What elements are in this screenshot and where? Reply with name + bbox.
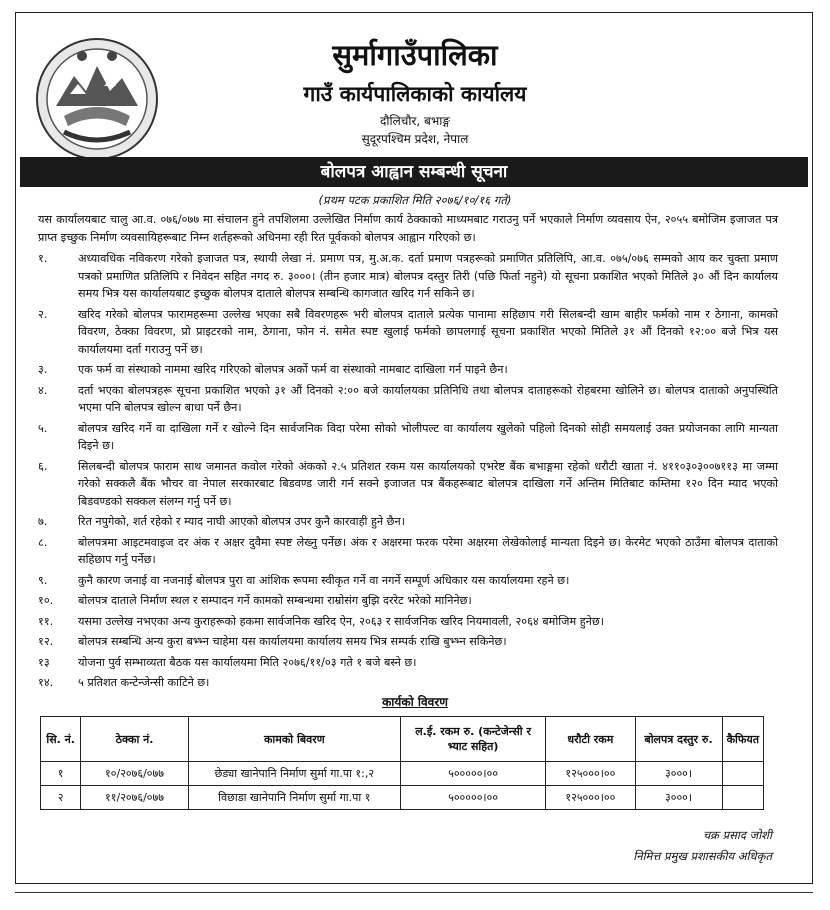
term-text: बोलपत्र दाताले निर्माण स्थल र सम्पादन गर्ने कामको सम्बन्धमा राम्रोसंग बुझि दररेट भरेको मानिनेछ। [78,594,472,607]
term-text: अध्यावधिक नविकरण गरेको इजाजत पत्र, स्थायी लेखा नं. प्रमाण पत्र, मु.अ.क. दर्ता प्रमाण पत्रहरूको प्रमाणित प्रतिलिपि, आ.व. ०७५/०७६ सम्मको आय कर चुक्ता प्रमाण पत्रको प्रमाणित प्रतिलिपि र निवेदन सहित नगद रु. ३०००। (तीन हजार मात्र) बोलपत्र दस्तुर तिरी (पछि फिर्ता नहुने) यो सूचना प्रकाशित भएको मितिले ३० औं दिन कार्यालय समय भित्र यस कार्यालयबाट इच्छुक बोलपत्र दाताले बोलपत्र सम्बन्धि कागजात खरिद गर्न सकिने छ। [78,252,778,300]
term-item [38,382,778,417]
term-text: बोलपत्र खरिद गर्ने वा दाखिला गर्ने र खोल्ने दिन सार्वजनिक विदा परेमा सोको भोलीपल्ट वा कार्यालय खुलेको पहिलो दिनको सोही समयलाई उक्त प्रयोजनका लागि मान्यता दिइने छ। [78,421,778,452]
publication-date: (प्रथम पटक प्रकाशित मिति २०७६/१०/१६ गते) [318,193,512,207]
term-number: ५. [38,421,48,435]
terms-list [38,250,778,695]
notice-intro: यस कार्यालयबाट चालु आ.व. ०७६/०७७ मा संचालन हुने तपशिलमा उल्लेखित निर्माण कार्य ठेक्काको माध्यमबाट गराउनु पर्ने भएकाले निर्माण व्यवसाय ऐन, २०५५ बमोजिम इजाजत पत्र प्राप्त इच्छुक निर्माण व्यवसायिहरूबाट निम्न शर्तहरूको अधिनमा रही रित पूर्वकको बोलपत्र आह्वान गरिएको छ। [38,213,778,244]
term-text: सिलबन्दी बोलपत्र फाराम साथ जमानत कवोल गरेको अंकको २.५ प्रतिशत रकम यस कार्यालयको एभरेष्ट बैंक बभाङ्गमा रहेको धरौटी खाता नं. ४११०३०३००७११३ मा जम्मा गरेको सक्कलै बैंक भौचर वा नेपाल सरकारबाट बिडवण्ड जारी गर्न सक्ने इजाजत पत्र बैंकहरूबाट बोलपत्र दाखिला गर्ने अन्तिम मितिबाट कम्तिमा १२० दिन म्याद भएको बिडवण्डको सक्कल संलग्न गर्नु पर्ने छ। [78,459,778,508]
cell-contract-no: ११/२०७६/०७७ [81,786,188,810]
cell-work-description: छेड्या खानेपानि निर्माण सुर्मा गा.पा १:,२ [188,762,400,786]
term-number: ४. [38,383,48,397]
term-number: ११. [38,614,54,628]
term-number: १३ [38,655,50,669]
term-text: बोलपत्र सम्बन्धि अन्य कुरा बभ्भ्न चाहेमा यस कार्यालयमा कार्यालय समय भित्र सम्पर्क राखि बुभ्भ्न सकिनेछ। [78,635,507,648]
notice-banner: बोलपत्र आह्वान सम्बन्धी सूचना [20,157,808,187]
cell-sn: २ [41,786,81,810]
cell-deposit: १२५०००।०० [546,786,635,810]
term-number: ७. [38,515,48,528]
term-text: कुनै कारण जनाई वा नजनाई बोलपत्र पुरा वा आंशिक रूपमा स्वीकृत गर्ने वा नगर्ने सम्पूर्ण अधिकार यस कार्यालयमा रहने छ। [78,573,570,587]
cell-remarks [722,786,763,810]
term-number: १. [38,252,48,265]
col-header-deposit: धरौटी रकम [546,717,635,762]
col-header-remarks: कैफियत [722,717,763,762]
term-item [38,513,778,531]
cell-work-description: विछाडा खानेपानि निर्माण सुर्मा गा.पा १ [188,786,400,810]
term-item [38,572,778,590]
term-number: १०. [38,594,54,607]
term-number: १२. [38,635,54,648]
cell-estimate: ५०००००।०० [400,762,545,786]
term-text: रित नपुगेको, शर्त रहेको र म्याद नाघी आएको बोलपत्र उपर कुनै कारवाही हुने छैन। [78,515,405,528]
term-number: ६. [38,459,48,473]
term-item [38,674,778,692]
term-item [38,592,778,610]
address-line-1: दौलिचौर, बभाङ्ग [380,114,450,128]
table-row [41,762,764,786]
signatory-title: निमित्त प्रमुख प्रशासकीय अधिकृत [633,849,772,863]
col-header-estimate: ल.ई. रकम रु. (कन्टेजेन्सी र भ्याट सहित) [400,717,545,762]
term-number: ८. [38,535,48,549]
term-text: ५ प्रतिशत कन्टेन्जेन्सी काटिने छ। [78,676,210,689]
bottom-rule [15,892,813,893]
term-text: दर्ता भएका बोलपत्रहरू सूचना प्रकाशित भएको ३१ औं दिनको २:०० बजे कार्यालयका प्रतिनिधि तथा बोलपत्र दाताहरूको रोहबरमा खोलिने छ। बोलपत्र दाताको अनुपस्थिति भएमा पनि बोलपत्र खोल्न बाधा पर्ने छैन। [78,383,778,414]
term-number: २. [38,307,48,321]
term-item [38,613,778,631]
term-number: ९. [38,573,48,587]
org-name: सुर्मागाउँपालिका [332,38,498,72]
table-title: कार्यको विवरण [382,695,448,709]
cell-sn: १ [41,762,81,786]
cell-deposit: १२५०००।०० [546,762,635,786]
term-text: योजना पुर्व सम्भाव्यता बैठक यस कार्यालयमा मिति २०७६/११/०३ गते १ बजे बस्ने छ। [78,655,417,669]
col-header-bid-fee: बोलपत्र दस्तुर रु. [635,717,722,762]
table-header-row [41,717,764,762]
term-item [38,250,778,303]
office-name: गाउँ कार्यपालिकाको कार्यालय [303,81,527,106]
table-row [41,786,764,810]
signatory-name: चक्र प्रसाद जोशी [702,828,772,842]
col-header-contract-no: ठेक्का नं. [81,717,188,762]
cell-bid-fee: ३०००। [635,786,722,810]
address-line-2: सुदूरपश्चिम प्रदेश, नेपाल [361,132,469,146]
cell-contract-no: १०/२०७६/०७७ [81,762,188,786]
term-number: ३. [38,363,48,376]
term-text: बोलपत्रमा आइटमवाइज दर अंक र अक्षर दुवैमा स्पष्ट लेख्नु पर्नेछ। अंक र अक्षरमा फरक परेमा अक्षरमा लेखेकोलाई मान्यता दिइने छ। केरमेट भएको ठाउँमा बोलपत्र दाताको सहिछाप गर्नु पर्नेछ। [78,535,778,566]
term-item [38,458,778,511]
term-item [38,654,778,672]
nepal-emblem-icon [34,36,160,162]
term-number: १४. [38,676,54,689]
term-item [38,361,778,379]
term-text: एक फर्म वा संस्थाको नाममा खरिद गरिएको बोलपत्र अर्को फर्म वा संस्थाको नामबाट दाखिला गर्न पाइने छैन। [78,363,508,376]
cell-remarks [722,762,763,786]
term-item [38,420,778,455]
term-text: खरिद गरेको बोलपत्र फारामहरूमा उल्लेख भएका सबै विवरणहरू भरी बोलपत्र दाताले प्रत्येक पानामा सहिछाप गरी सिलबन्दी खाम बाहीर फर्मको नाम र ठेगाना, कामको विवरण, ठेक्का विवरण, प्रो प्राइटरको नाम, ठेगाना, फोन नं. समेत स्पष्ट खुलाई फर्मको छापलगाई सूचना प्रकाशित भएको मितिले ३१ औं दिनको १२:०० बजे भित्र यस कार्यालयमा दर्ता गराउनु पर्ने छ। [78,307,778,356]
term-item [38,534,778,569]
term-text: यसमा उल्लेख नभएका अन्य कुराहरूको हकमा सार्वजनिक खरिद ऐन, २०६३ र सार्वजनिक खरिद नियमावली, २०६४ बमोजिम हुनेछ। [78,614,604,628]
term-item [38,633,778,651]
works-table [40,716,764,810]
col-header-sn: सि. नं. [41,717,81,762]
col-header-work-description: कामको बिवरण [188,717,400,762]
cell-bid-fee: ३०००। [635,762,722,786]
cell-estimate: ५०००००।०० [400,786,545,810]
term-item [38,306,778,359]
